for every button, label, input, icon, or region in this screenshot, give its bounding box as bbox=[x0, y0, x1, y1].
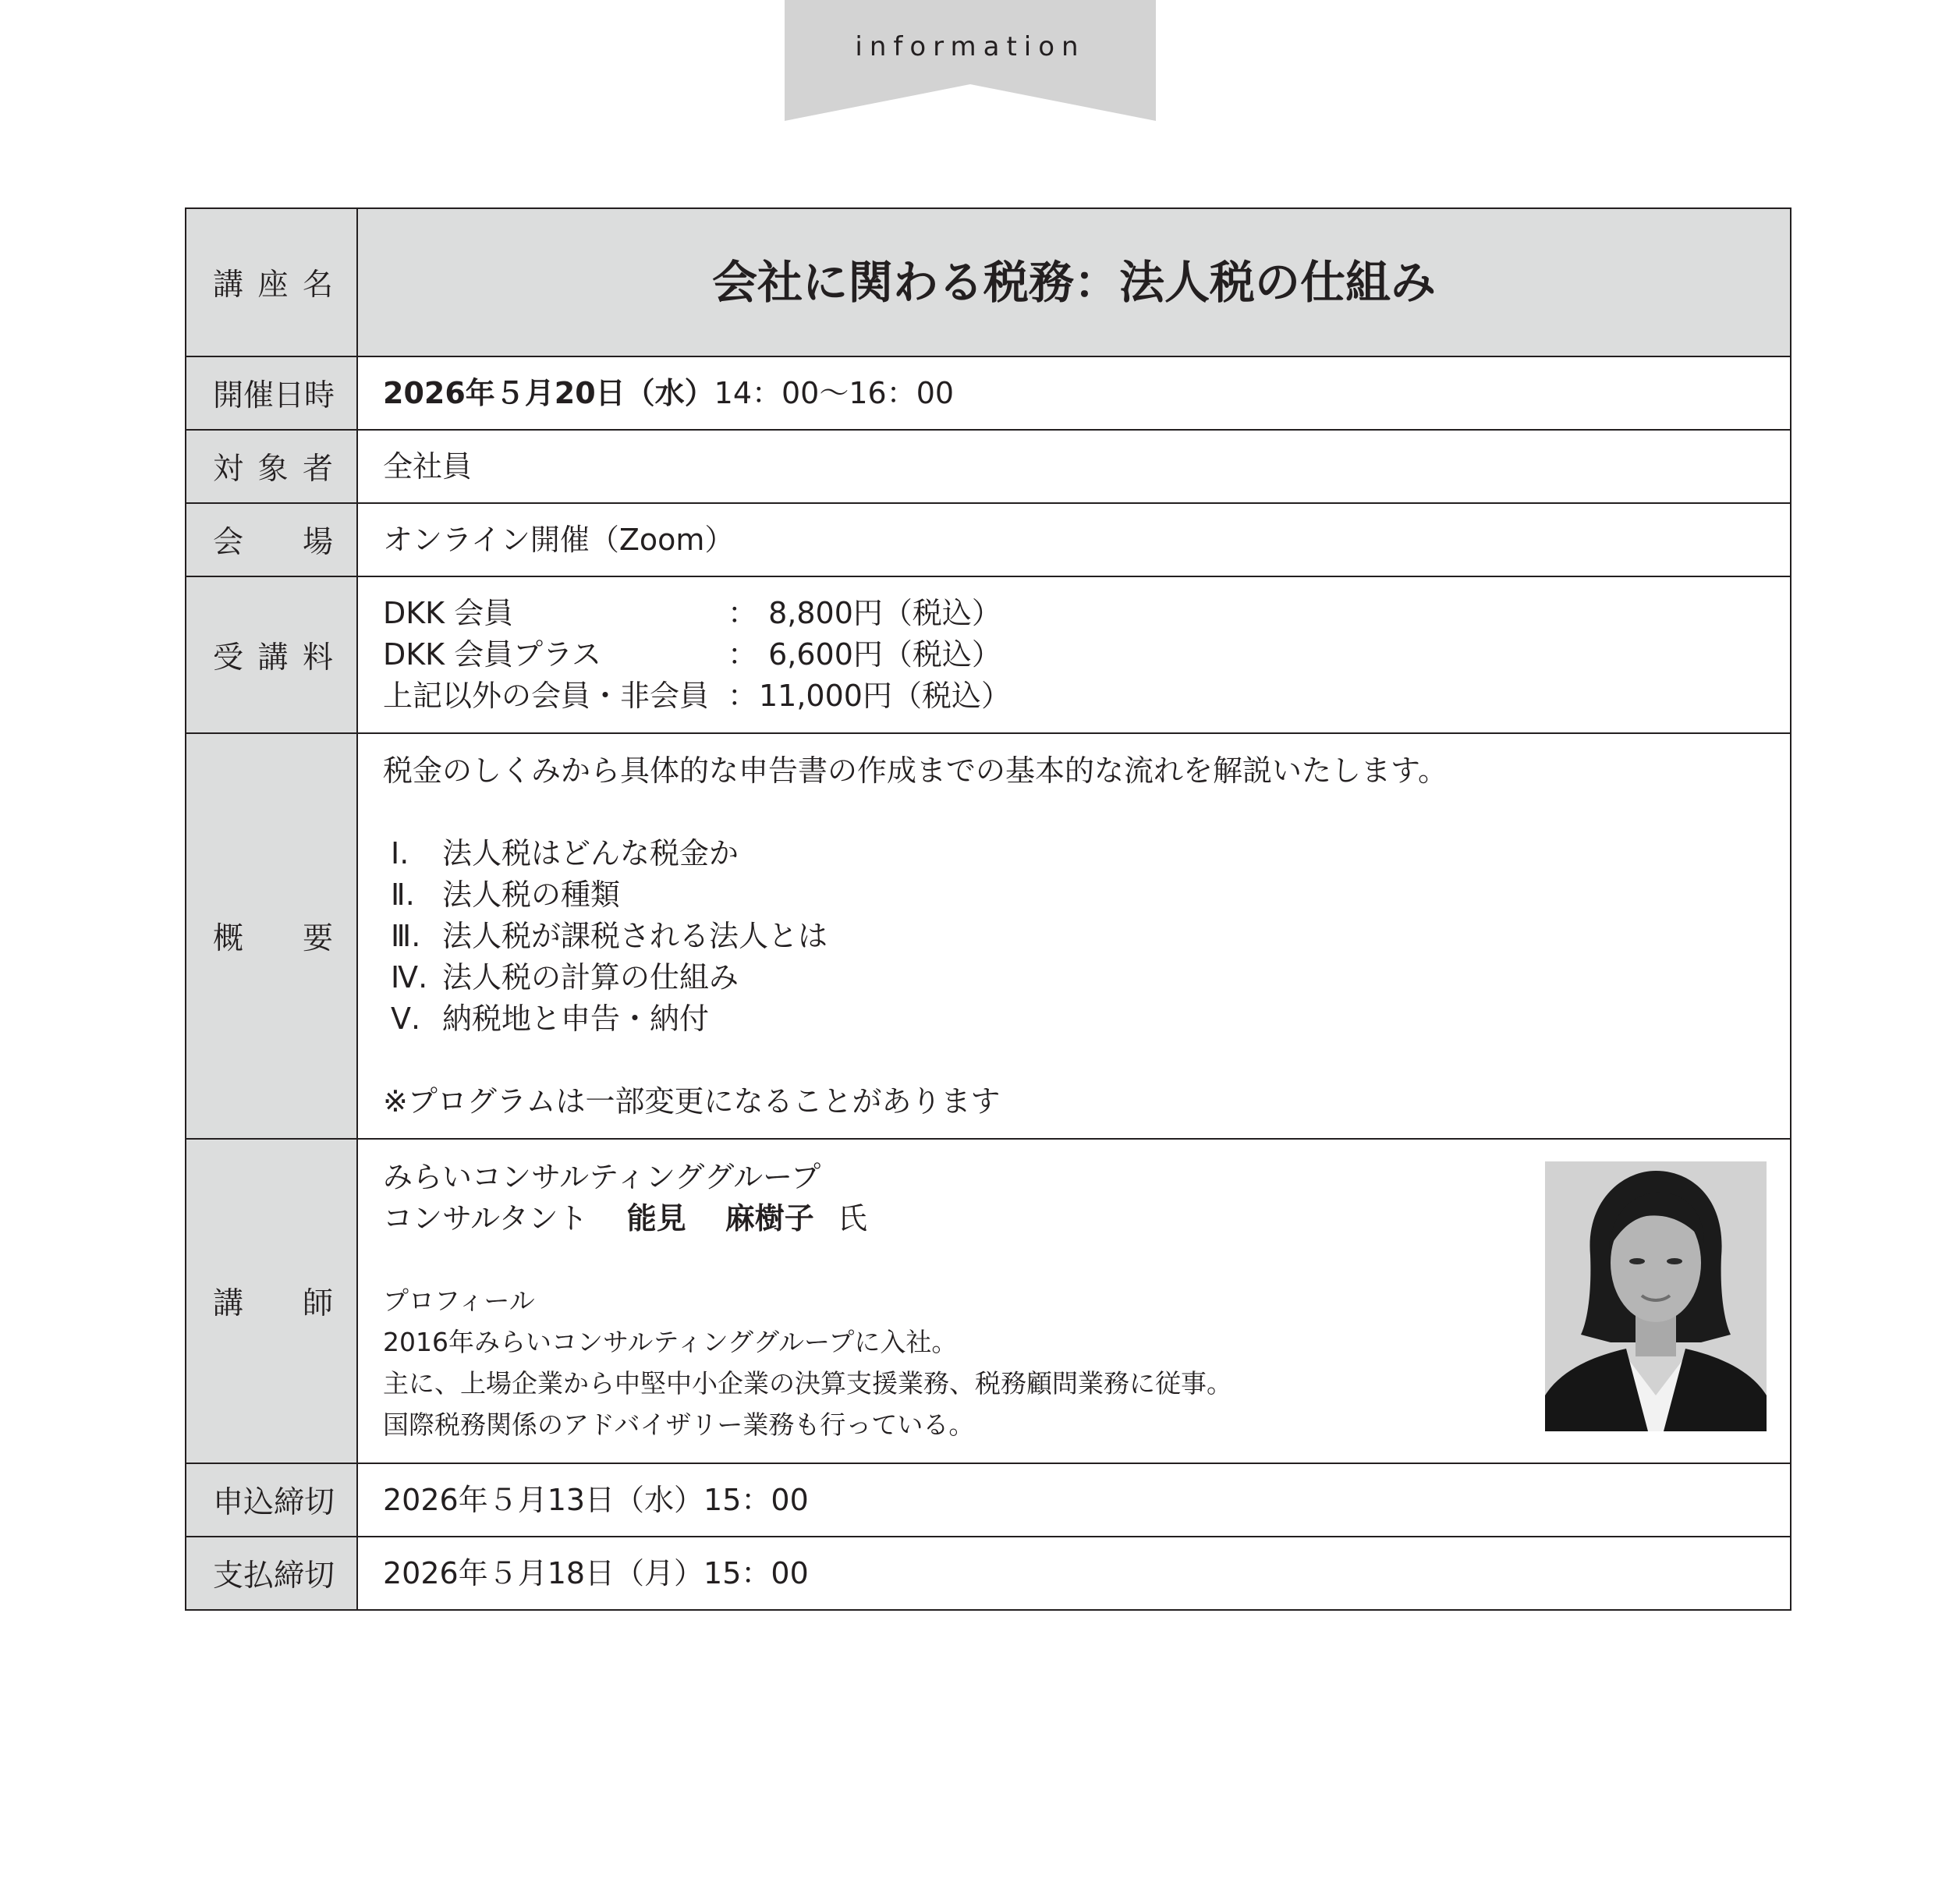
row-datetime bbox=[186, 356, 1791, 430]
lecturer-header bbox=[383, 1157, 867, 1239]
row-payment-deadline bbox=[186, 1537, 1791, 1610]
overview-intro: 税金のしくみから具体的な申告書の作成までの基本的な流れを解説いたします。 bbox=[383, 753, 1448, 788]
label-text bbox=[213, 633, 333, 677]
lecturer-given-name: 麻樹子 bbox=[725, 1201, 814, 1236]
label-char: 講 bbox=[257, 640, 289, 675]
value-target: 全社員 bbox=[357, 430, 1791, 503]
overview-item bbox=[383, 874, 1790, 916]
lecturer-company: みらいコンサルティンググループ bbox=[383, 1160, 821, 1194]
fee-colon: ： bbox=[727, 596, 757, 630]
fee-amount: 8,800円（税込） bbox=[759, 596, 1001, 630]
information-tab bbox=[785, 0, 1156, 121]
overview-item bbox=[383, 998, 1790, 1040]
label-target bbox=[186, 430, 357, 503]
lecturer-profile bbox=[383, 1280, 1232, 1445]
profile-line: 2016年みらいコンサルティンググループに入社。 bbox=[383, 1327, 958, 1357]
label-course-name bbox=[186, 208, 357, 356]
fee-colon: ： bbox=[727, 679, 757, 713]
fee-name: DKK 会員プラス bbox=[383, 637, 602, 672]
lecturer-honorific: 氏 bbox=[837, 1201, 867, 1236]
fee-name: DKK 会員 bbox=[383, 596, 514, 630]
overview-item-text: 法人税の種類 bbox=[442, 877, 621, 912]
fee-amount: 6,600円（税込） bbox=[759, 637, 1001, 672]
label-lecturer bbox=[186, 1139, 357, 1463]
value-fee bbox=[357, 576, 1791, 733]
value-payment-deadline: 2026年５月18日（月）15：00 bbox=[357, 1537, 1791, 1610]
row-apply-deadline bbox=[186, 1463, 1791, 1537]
lecturer-title: コンサルタント bbox=[383, 1201, 588, 1236]
label-char: 場 bbox=[302, 525, 333, 560]
lecturer-container bbox=[383, 1140, 1790, 1463]
lecturer-name-line bbox=[383, 1198, 867, 1239]
label-datetime: 開催日時 bbox=[186, 356, 357, 430]
row-fee bbox=[186, 576, 1791, 733]
overview-item-number: Ⅳ. bbox=[391, 959, 428, 995]
overview-item bbox=[383, 833, 1790, 874]
event-time: 14：00〜16：00 bbox=[714, 375, 955, 410]
label-apply-deadline: 申込締切 bbox=[186, 1463, 357, 1537]
lecturer-portrait-image bbox=[1545, 1161, 1767, 1431]
label-text bbox=[213, 261, 333, 304]
label-char: 料 bbox=[302, 640, 333, 675]
label-venue bbox=[186, 503, 357, 576]
fee-name: 上記以外の会員・非会員 bbox=[383, 679, 710, 713]
row-target bbox=[186, 430, 1791, 503]
label-char: 対 bbox=[213, 452, 244, 487]
label-text bbox=[213, 1279, 333, 1323]
label-overview bbox=[186, 733, 357, 1139]
value-lecturer bbox=[357, 1139, 1791, 1463]
label-char: 師 bbox=[302, 1286, 333, 1321]
lecturer-photo bbox=[1545, 1161, 1767, 1431]
fee-line-member-plus bbox=[383, 634, 1790, 675]
spacer bbox=[383, 792, 1790, 833]
fee-amount: 11,000円（税込） bbox=[759, 679, 1011, 713]
tab-label: information bbox=[855, 31, 1086, 62]
lecturer-surname: 能見 bbox=[626, 1201, 686, 1236]
fee-line-member bbox=[383, 593, 1790, 634]
value-datetime bbox=[357, 356, 1791, 430]
label-fee bbox=[186, 576, 357, 733]
label-char: 座 bbox=[257, 268, 289, 303]
course-title: 会社に関わる税務：法人税の仕組み bbox=[357, 208, 1791, 356]
overview-item-number: Ⅰ. bbox=[391, 835, 409, 870]
row-course-name bbox=[186, 208, 1791, 356]
label-char: 名 bbox=[302, 268, 333, 303]
row-overview bbox=[186, 733, 1791, 1139]
overview-item-text: 法人税が課税される法人とは bbox=[442, 918, 828, 953]
label-text bbox=[213, 914, 333, 958]
label-payment-deadline: 支払締切 bbox=[186, 1537, 357, 1610]
label-char: 概 bbox=[213, 921, 244, 956]
label-text bbox=[213, 445, 333, 488]
row-venue bbox=[186, 503, 1791, 576]
overview-item-number: Ⅴ. bbox=[391, 1001, 421, 1036]
value-venue: オンライン開催（Zoom） bbox=[357, 503, 1791, 576]
course-info-table bbox=[185, 207, 1791, 1611]
event-date: 2026年５月20日（水） bbox=[383, 375, 714, 410]
overview-note: ※プログラムは一部変更になることがあります bbox=[383, 1083, 1001, 1119]
label-char: 会 bbox=[213, 525, 244, 560]
value-apply-deadline: 2026年５月13日（水）15：00 bbox=[357, 1463, 1791, 1537]
label-char: 講 bbox=[213, 1286, 244, 1321]
overview-item-number: Ⅱ. bbox=[391, 877, 415, 912]
overview-item-number: Ⅲ. bbox=[391, 918, 421, 953]
label-char: 受 bbox=[213, 640, 244, 675]
label-char: 講 bbox=[213, 268, 244, 303]
overview-item-text: 法人税はどんな税金か bbox=[442, 835, 739, 870]
fee-colon: ： bbox=[727, 637, 757, 672]
label-char: 者 bbox=[302, 452, 333, 487]
label-char: 要 bbox=[302, 921, 333, 956]
overview-item-text: 納税地と申告・納付 bbox=[442, 1001, 710, 1036]
label-text bbox=[213, 518, 333, 562]
overview-item bbox=[383, 957, 1790, 998]
profile-line: 国際税務関係のアドバイザリー業務も行っている。 bbox=[383, 1409, 975, 1440]
overview-item bbox=[383, 916, 1790, 957]
label-char: 象 bbox=[257, 452, 289, 487]
row-lecturer bbox=[186, 1139, 1791, 1463]
profile-line: 主に、上場企業から中堅中小企業の決算支援業務、税務顧問業務に従事。 bbox=[383, 1368, 1232, 1399]
profile-heading: プロフィール bbox=[383, 1285, 535, 1316]
overview-item-text: 法人税の計算の仕組み bbox=[442, 959, 739, 995]
spacer bbox=[383, 1040, 1790, 1081]
fee-line-non-member bbox=[383, 675, 1790, 717]
value-overview bbox=[357, 733, 1791, 1139]
